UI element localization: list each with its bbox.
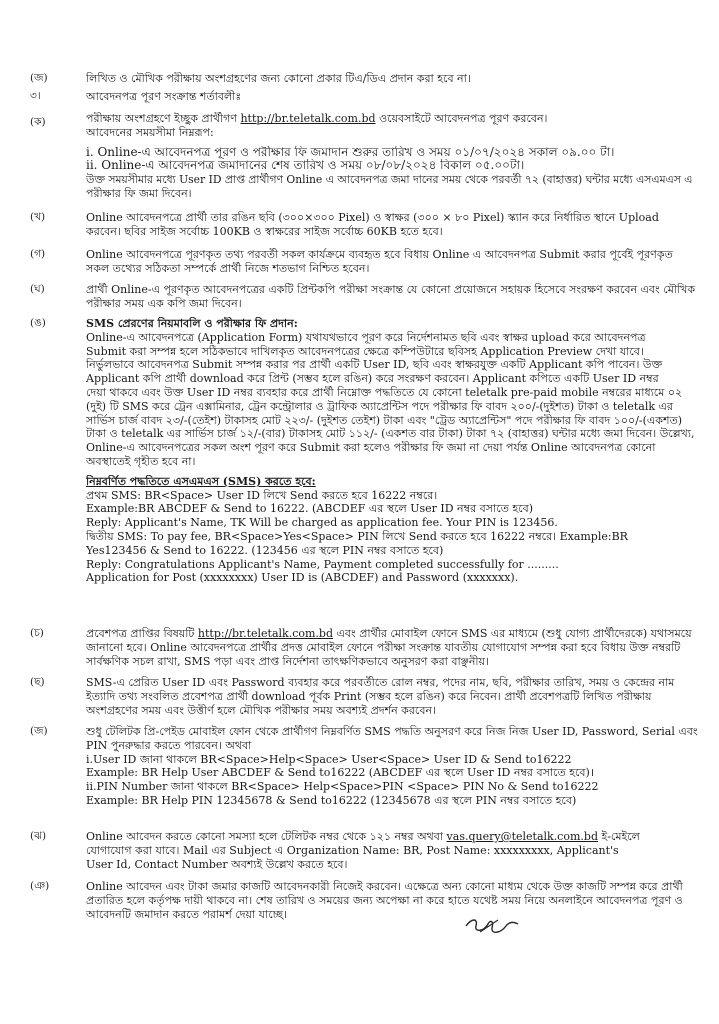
recovery-instruction: Example: BR Help User ABCDEF & Send to16222 (ABCDEF এর স্থলে User ID নম্বর বসাতে হবে)। bbox=[86, 766, 595, 780]
clause-text: Online আবেদনপত্রে প্রার্থী তার রঙিন ছবি (৩০০×৩০০ Pixel) ও স্বাক্ষর (৩০০ × ৮০ Pixel) স্ক্যান করে নির্ধারিত স্থানে Upload bbox=[86, 211, 659, 224]
clause-marker: (গ) bbox=[30, 248, 46, 260]
section-marker: ৩। bbox=[30, 90, 41, 102]
clause-text: সার্ভিস চার্জ বাবদ ২৩/-(তেইশ) টাকাসহ মোট ২২৩/- (দুইশত তেইশ) টাকা এবং "ট্রেড অ্যাপ্রেন্টিস" পদে পরীক্ষার ফি বাবদ ১০০/-(একশত) bbox=[86, 413, 683, 427]
clause-text: করবেন। ছবির সাইজ সর্বোচ্চ 100KB ও স্বাক্ষরের সাইজ সর্বোচ্চ 60KB হতে হবে। bbox=[86, 224, 443, 238]
clause-text: নির্ভুলভাবে আবেদনপত্র Submit সম্পন্ন করার পর প্রার্থী একটি User ID, ছবি এবং স্বাক্ষরযুক্ত একটি Applicant কপি পাবেন। উক্ত bbox=[86, 358, 663, 372]
clause-marker: (ঘ) bbox=[30, 283, 45, 295]
schedule-end: ii. Online-এ আবেদনপত্র জমাদানের শেষ তারিখ ও সময় ০৮/০৮/২০২৪ বিকাল ০৫.০০টা। bbox=[86, 159, 525, 173]
sms-instruction: প্রথম SMS: BR<Space> User ID লিখে Send করতে হবে 16222 নম্বরে। bbox=[86, 488, 438, 502]
clause-text: সার্বক্ষণিক সচল রাখা, SMS পড়া এবং প্রাপ্ত নির্দেশনা তাৎক্ষণিকভাবে অনুসরণ করা বাঞ্ছনীয়। bbox=[86, 654, 489, 668]
clause-text: টাকা ও teletalk এর সার্ভিস চার্জ ১২/-(বার) টাকাসহ মোট ১১২/- (একশত বার টাকা) টাকা ৭২ (বাহাত্তর) ঘন্টার মধ্যে জমা দিবেন। উল্লেখ্য, bbox=[86, 427, 695, 441]
clause-text: যোগাযোগ করা যাবে। Mail এর Subject এ Organization Name: BR, Post Name: xxxxxxxxx, Applicant's bbox=[86, 843, 619, 857]
section-title: আবেদনপত্র পূরণ সংক্রান্ত শর্তাবলীঃ bbox=[86, 90, 242, 103]
clause-marker: (চ) bbox=[30, 627, 44, 639]
clause-text: আবেদনটি জমাদান করতে পরামর্শ দেয়া যাচ্ছে। bbox=[86, 907, 287, 921]
clause-marker: (ঙ) bbox=[30, 317, 46, 329]
clause-text: Applicant কপি প্রার্থী download করে প্রিন্ট (সম্ভব হলে রঙিন) করে সংরক্ষণ করবেন। Applicant কপিতে একটি User ID নম্বর bbox=[86, 372, 659, 386]
clause-text: পরীক্ষার সময় এক কপি জমা দিবেন। bbox=[86, 296, 242, 310]
teletalk-website-link[interactable]: http://br.teletalk.com.bd bbox=[240, 112, 376, 125]
clause-text: প্রবেশপত্র প্রাপ্তির বিষয়টি http://br.teletalk.com.bd এবং প্রার্থীর মোবাইল ফোনে SMS এর মাধ্যমে (শুধু যোগ্য প্রার্থীদেরকে) যথাসময়ে bbox=[86, 627, 692, 640]
sms-instruction: Yes123456 & Send to 16222. (123456 এর স্থলে PIN নম্বর বসাতে হবে) bbox=[86, 543, 444, 557]
clause-text: User Id, Contact Number অবশ্যই উল্লেখ করতে হবে। bbox=[86, 857, 348, 871]
clause-text: ইত্যাদি তথ্য সংবলিত প্রবেশপত্র প্রার্থী download পূর্বক Print (সম্ভব হলে রঙিন) করে নিবেন। প্রার্থী প্রবেশপত্রটি লিখিত পরীক্ষায় bbox=[86, 689, 652, 703]
clause-text: অংশগ্রহণের সময় এবং উত্তীর্ণ হলে মৌখিক পরীক্ষার সময় অবশ্যই প্রদর্শন করবেন। bbox=[86, 703, 436, 717]
clause-text: উক্ত সময়সীমার মধ্যে User ID প্রাপ্ত প্রার্থীগণ Online এ আবেদনপত্র জমা দানের সময় থেকে পরবর্তী ৭২ (বাহাত্তর) ঘন্টার মধ্যে এসএমএস এ bbox=[86, 173, 693, 187]
clause-marker: (ছ) bbox=[30, 676, 45, 688]
sms-instruction: দ্বিতীয় SMS: To pay fee, BR<Space>Yes<Space> PIN লিখে Send করতে হবে 16222 নম্বরে। Example:BR bbox=[86, 529, 628, 543]
sms-instruction: Example:BR ABCDEF & Send to 16222. (ABCDEF এর স্থলে User ID নম্বর বসাতে হবে) bbox=[86, 502, 533, 516]
clause-text: SMS-এ প্রেরিত User ID এবং Password ব্যবহার করে পরবর্তীতে রোল নম্বর, পদের নাম, ছবি, পরীক্ষার তারিখ, সময় ও কেন্দ্রের নাম bbox=[86, 676, 675, 689]
clause-text: দেয়া থাকবে এবং উক্ত User ID নম্বর ব্যবহার করে প্রার্থী নিম্নোক্ত পদ্ধতিতে যে কোনো teletalk pre-paid mobile নম্বরের মাধ্যমে ০২ bbox=[86, 385, 683, 399]
clause-text: (দুই) টি SMS করে ট্রেন এক্সামিনার, ট্রেন কন্ট্রোলার ও ট্রাফিক অ্যাপ্রেন্টিস পদে পরীক্ষার ফি বাবদ ২০০/-(দুইশত) টাকা ও teletalk এর bbox=[86, 399, 673, 413]
support-email-link[interactable]: vas.query@teletalk.com.bd bbox=[446, 830, 598, 843]
clause-text: অবস্থাতেই গৃহীত হবে না। bbox=[86, 454, 196, 468]
sms-instruction: Application for Post (xxxxxxxx) User ID is (ABCDEF) and Password (xxxxxxx). bbox=[86, 571, 519, 585]
clause-marker: (খ) bbox=[30, 211, 46, 223]
recovery-instruction: Example: BR Help PIN 12345678 & Send to16222 (12345678 এর স্থলে PIN নম্বর বসাতে হবে) bbox=[86, 793, 577, 807]
clause-text: লিখিত ও মৌখিক পরীক্ষায় অংশগ্রহণের জন্য কোনো প্রকার টিএ/ডিএ প্রদান করা হবে না। bbox=[86, 72, 471, 85]
clause-text: Online-এ আবেদনপত্রের সকল অংশ পূরণ করে Submit করা হলেও পরীক্ষার ফি জমা না দেয়া পর্যন্ত Online আবেদনপত্র কোনো bbox=[86, 441, 656, 455]
clause-text: প্রতারিত হলে কর্তৃপক্ষ দায়ী থাকবে না। শেষ তারিখ ও সময়ের জন্য অপেক্ষা না করে হাতে যথেষ্ট সময় নিয়ে অনলাইনে আবেদনপত্র পূরণ ও bbox=[86, 893, 683, 907]
recovery-instruction: ii.PIN Number জানা থাকলে BR<Space> Help<Space>PIN <Space> PIN No & Send to16222 bbox=[86, 780, 599, 794]
signature-scribble bbox=[462, 912, 522, 938]
clause-text: প্রার্থী Online-এ পূরণকৃত আবেদনপত্রের একটি প্রিন্টকপি পরীক্ষা সংক্রান্ত যে কোনো প্রয়োজনে সহায়ক হিসেবে সংরক্ষণ করবেন এবং মৌখিক bbox=[86, 283, 696, 296]
teletalk-website-link[interactable]: http://br.teletalk.com.bd bbox=[197, 627, 333, 640]
clause-text: Online-এ আবেদনপত্রে (Application Form) যথাযথভাবে পূরণ করে নির্দেশনামত ছবি এবং স্বাক্ষর upload করে আবেদনপত্র bbox=[86, 330, 646, 344]
clause-marker: (ঞ) bbox=[30, 880, 50, 892]
clause-text: PIN পুনরুদ্ধার করতে পারবেন। অথবা bbox=[86, 738, 252, 752]
clause-text: পরীক্ষায় অংশগ্রহণে ইচ্ছুক প্রার্থীগণ http://br.teletalk.com.bd ওয়েবসাইটে আবেদনপত্র পূরণ করবেন। bbox=[86, 112, 548, 125]
clause-text: Online আবেদন করতে কোনো সমস্যা হলে টেলিটক নম্বর থেকে ১২১ নম্বর অথবা vas.query@teletalk.com.bd ই-মেইলে bbox=[86, 830, 640, 843]
clause-text: সকল তথ্যের সঠিকতা সম্পর্কে প্রার্থী নিজে শতভাগ নিশ্চিত হবেন। bbox=[86, 261, 370, 275]
clause-text: Online আবেদন এবং টাকা জমার কাজটি আবেদনকারী নিজেই করবেন। এক্ষেত্রে অন্য কোনো মাধ্যম থেকে উক্ত কাজটি সম্পন্ন করে প্রার্থী bbox=[86, 880, 683, 893]
recovery-instruction: i.User ID জানা থাকলে BR<Space>Help<Space> User<Space> User ID & Send to16222 bbox=[86, 752, 572, 766]
clause-text: জানানো হবে। Online আবেদনপত্রে প্রার্থীর প্রদত্ত মোবাইল ফোনে পরীক্ষা সংক্রান্ত যাবতীয় যোগাযোগ সম্পন্ন করা হবে বিধায় উক্ত নম্বরটি bbox=[86, 640, 681, 654]
schedule-start: i. Online-এ আবেদনপত্র পূরণ ও পরীক্ষার ফি জমাদান শুরুর তারিখ ও সময় ০১/০৭/২০২৪ সকাল ০৯.০০ টা। bbox=[86, 145, 615, 159]
clause-marker: (ঝ) bbox=[30, 830, 47, 842]
clause-text: Submit করা সম্পন্ন হলে সঠিকভাবে দাখিলকৃত আবেদনপত্রের ক্ষেত্রে কম্পিউটারে ছবিসহ Application Preview দেখা যাবে। bbox=[86, 344, 644, 358]
sms-method-heading: নিম্নবর্ণিত পদ্ধতিতে এসএমএস (SMS) করতে হবে: bbox=[86, 474, 316, 488]
clause-marker: (ক) bbox=[30, 116, 46, 128]
clause-text: শুধু টেলিটক প্রি-পেইড মোবাইল ফোন থেকে প্রার্থীগণ নিম্নবর্ণিত SMS পদ্ধতি অনুসরণ করে নিজ নিজ User ID, Password, Serial এবং bbox=[86, 725, 698, 738]
clause-text: আবেদনের সময়সীমা নিম্নরূপ: bbox=[86, 125, 214, 139]
clause-marker: (জ) bbox=[30, 725, 48, 737]
clause-text: পরীক্ষার ফি জমা দিবেন। bbox=[86, 186, 192, 200]
clause-text: Online আবেদনপত্রে পূরণকৃত তথ্য পরবর্তী সকল কার্যক্রমে ব্যবহৃত হবে বিধায় Online এ আবেদনপত্র Submit করার পূর্বেই পূরণকৃত bbox=[86, 248, 673, 261]
sms-fee-heading: SMS প্রেরণের নিয়মাবলি ও পরীক্ষার ফি প্রদান: bbox=[86, 317, 298, 330]
sms-instruction: Reply: Applicant's Name, TK Will be charged as application fee. Your PIN is 123456. bbox=[86, 516, 558, 530]
sms-instruction: Reply: Congratulations Applicant's Name, Payment completed successfully for ......... bbox=[86, 557, 559, 571]
clause-marker: (জ) bbox=[30, 72, 48, 84]
